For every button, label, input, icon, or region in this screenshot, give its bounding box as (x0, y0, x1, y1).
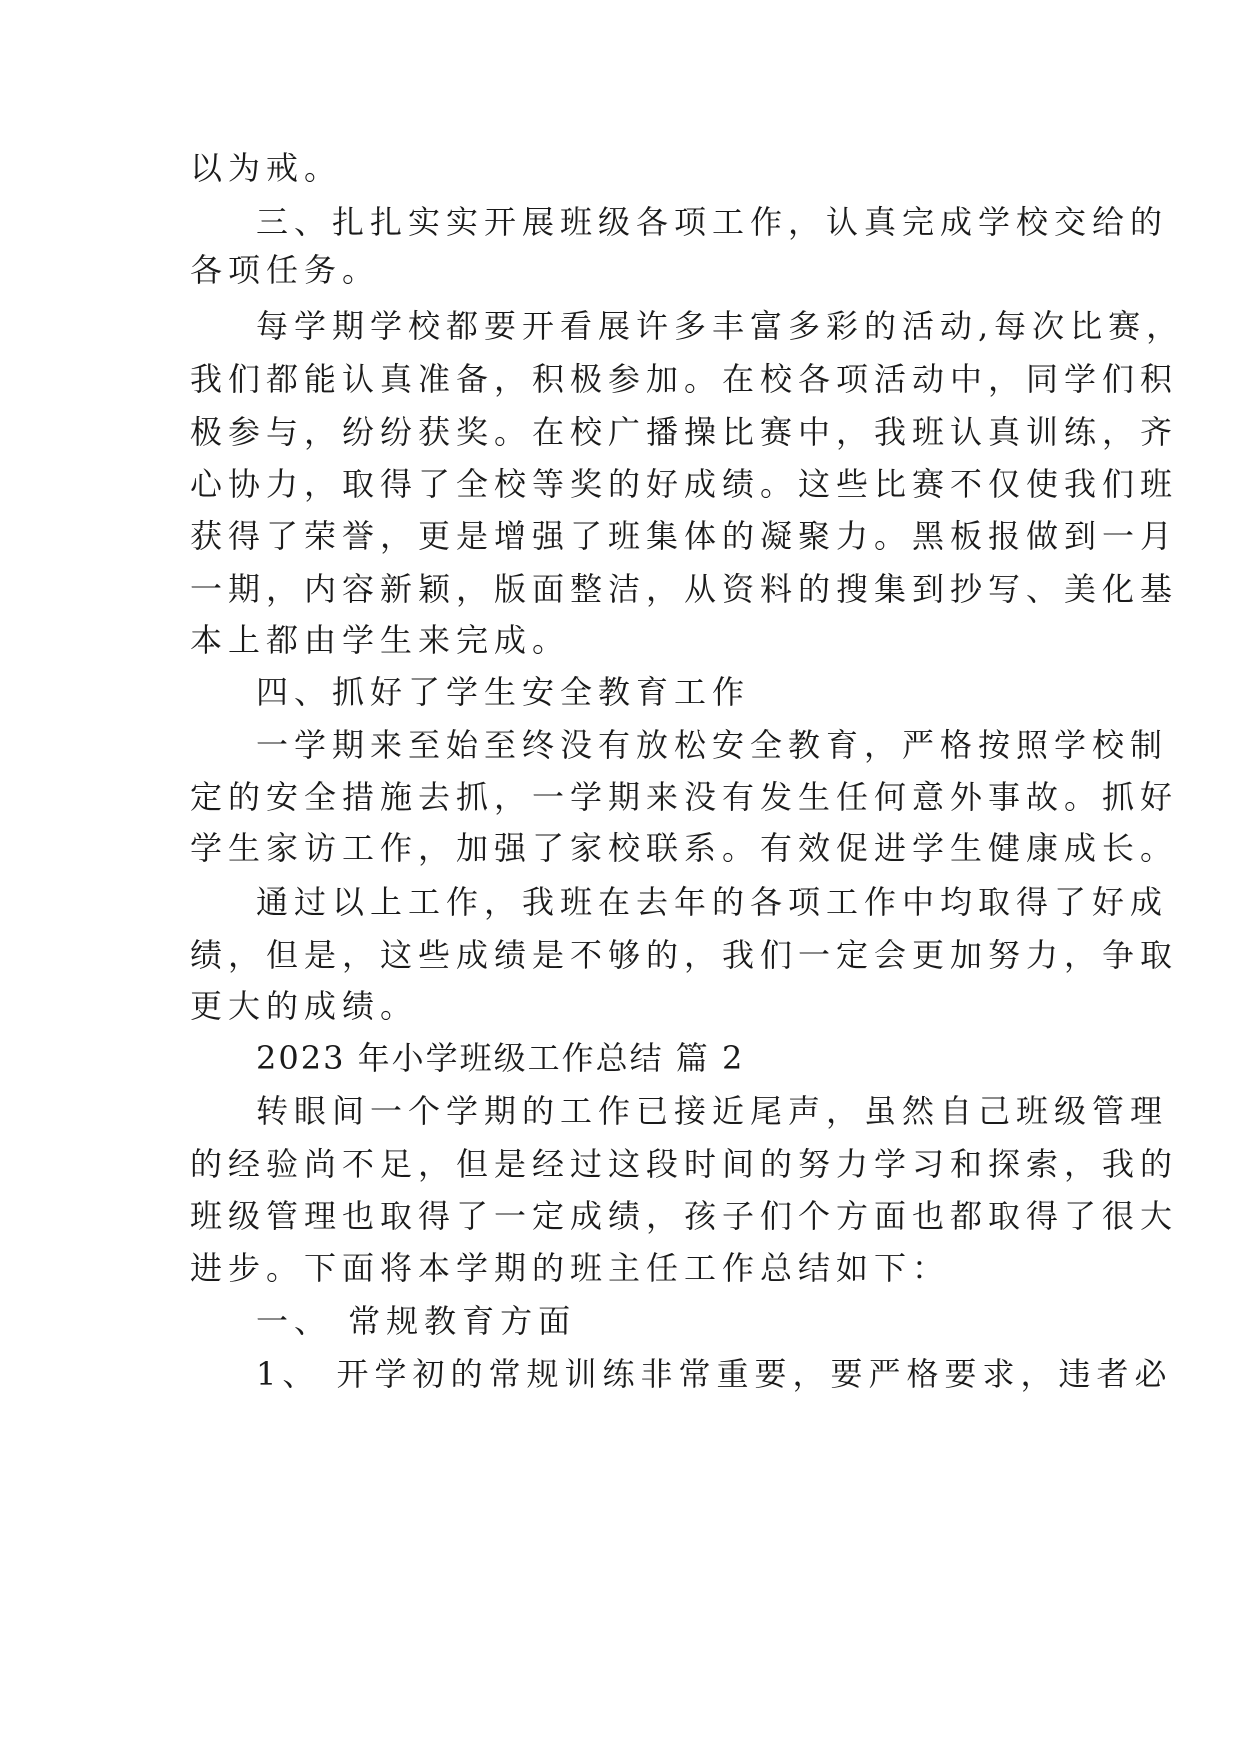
text-line (0, 1343, 1241, 1405)
line-text: 1、 开学初的常规训练非常重要，要严格要求，违者必 (256, 1355, 1173, 1393)
line-text: 一、 常规教育方面 (256, 1302, 577, 1340)
line-text: 定的安全措施去抓，一学期来没有发生任何意外事故。抓好 (190, 778, 1179, 816)
line-text: 通过以上工作，我班在去年的各项工作中均取得了好成 (256, 883, 1169, 921)
line-text: 极参与，纷纷获奖。在校广播操比赛中，我班认真训练，齐 (190, 413, 1179, 451)
text-line (0, 239, 1241, 301)
line-text: 一学期来至始至终没有放松安全教育，严格按照学校制 (256, 726, 1169, 764)
line-text: 三、扎扎实实开展班级各项工作，认真完成学校交给的 (256, 203, 1169, 241)
line-text: 本上都由学生来完成。 (190, 621, 571, 659)
line-text: 我们都能认真准备，积极参加。在校各项活动中，同学们积 (190, 360, 1179, 398)
line-text: 学生家访工作，加强了家校联系。有效促进学生健康成长。 (190, 829, 1179, 867)
text-line (0, 817, 1241, 879)
line-text: 更大的成绩。 (190, 987, 419, 1025)
line-text: 转眼间一个学期的工作已接近尾声，虽然自己班级管理 (256, 1092, 1169, 1130)
line-text: 四、抓好了学生安全教育工作 (256, 673, 751, 711)
line-text: 以为戒。 (190, 149, 343, 187)
line-text: 班级管理也取得了一定成绩，孩子们个方面也都取得了很大 (190, 1197, 1179, 1235)
line-text: 各项任务。 (190, 251, 381, 289)
line-text: 每学期学校都要开看展许多丰富多彩的活动,每次比赛， (256, 307, 1185, 345)
line-text: 的经验尚不足，但是经过这段时间的努力学习和探索，我的 (190, 1145, 1179, 1183)
text-line (0, 137, 1241, 199)
line-text: 获得了荣誉，更是增强了班集体的凝聚力。黑板报做到一月 (190, 517, 1179, 555)
line-text: 绩，但是，这些成绩是不够的，我们一定会更加努力，争取 (190, 936, 1179, 974)
line-text: 心协力，取得了全校等奖的好成绩。这些比赛不仅使我们班 (190, 465, 1179, 503)
line-text: 2023 年小学班级工作总结 篇 2 (256, 1039, 745, 1077)
line-text: 一期，内容新颖，版面整洁，从资料的搜集到抄写、美化基 (190, 570, 1179, 608)
line-text: 进步。下面将本学期的班主任工作总结如下： (190, 1249, 951, 1287)
